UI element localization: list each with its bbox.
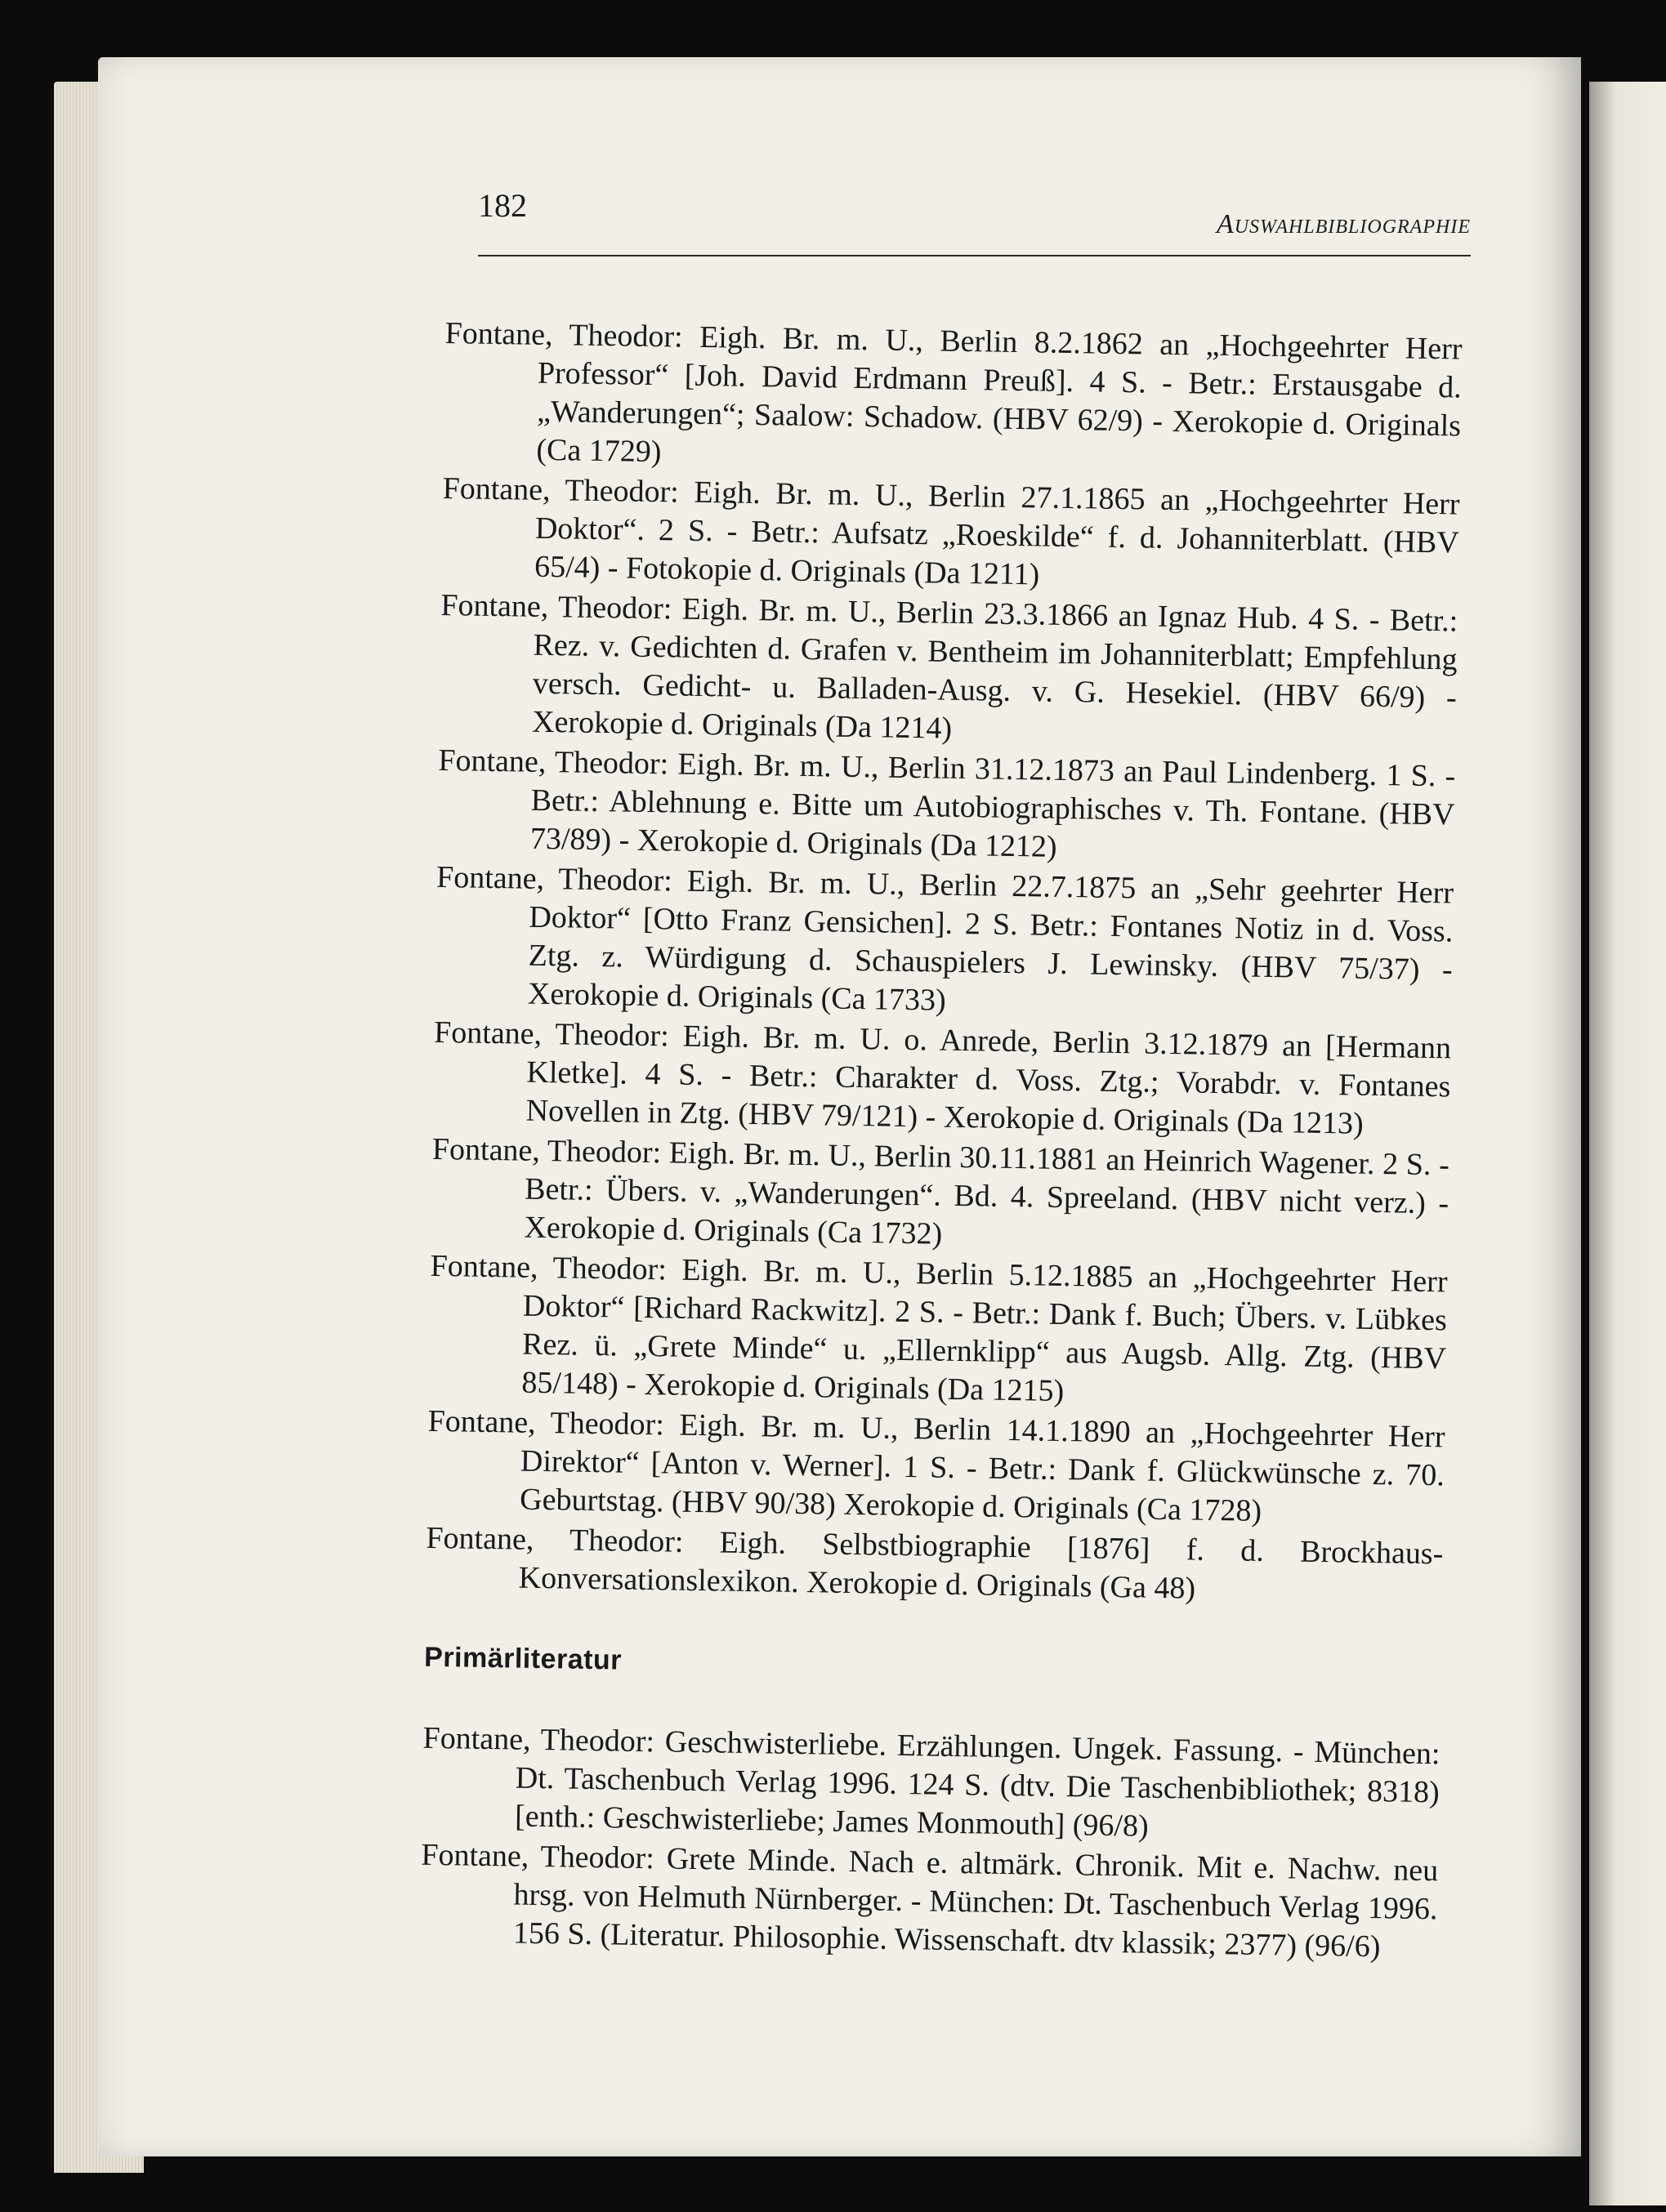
bibliography-entry: Fontane, Theodor: Geschwisterliebe. Erzählungen. Ungek. Fassung. - München: Dt. Taschenbuch Verlag 1996. 124 S. (dtv. Die Taschenbibliothek; 8318) [enth.: Geschwisterliebe; James Monmouth] (96/8) xyxy=(422,1720,1440,1844)
bibliography-entry: Fontane, Theodor: Eigh. Selbstbiographie [1876] f. d. Brockhaus-Konversationslexikon. Xerokopie d. Originals (Ga 48) xyxy=(426,1520,1444,1606)
facing-page-edge xyxy=(1589,82,1666,2205)
bibliography-entry: Fontane, Theodor: Eigh. Br. m. U., Berlin 8.2.1862 an „Hochgeehrter Herr Professor“ [Joh. David Erdmann Preuß]. 4 S. - Betr.: Erstausgabe d. „Wanderungen“; Saalow: Schadow. (HBV 62/9) - Xerokopie d. Originals (Ca 1729) xyxy=(444,315,1463,470)
bibliography-entry: Fontane, Theodor: Eigh. Br. m. U., Berlin 22.7.1875 an „Sehr geehrter Herr Doktor“ [Otto Franz Gensichen]. 2 S. Betr.: Fontanes Notiz in d. Voss. Ztg. z. Würdigung d. Schauspielers J. Lewinsky. (HBV 75/37) - Xerokopie d. Originals (Ca 1733) xyxy=(435,859,1454,1018)
running-head: Auswahlbibliographie xyxy=(1216,209,1471,239)
bibliography-entry: Fontane, Theodor: Eigh. Br. m. U., Berlin 31.12.1873 an Paul Lindenberg. 1 S. - Betr.: Ablehnung e. Bitte um Autobiographisches v. Th. Fontane. (HBV 73/89) - Xerokopie d. Originals (Da 1212) xyxy=(438,743,1456,864)
section-heading: Primärliteratur xyxy=(423,1641,623,1676)
bibliography-entry: Fontane, Theodor: Grete Minde. Nach e. altmärk. Chronik. Mit e. Nachw. neu hrsg. von Helmuth Nürnberger. - München: Dt. Taschenbuch Verlag 1996. 156 S. (Literatur. Philosophie. Wissenschaft. dtv klassik; 2377) (96/6) xyxy=(421,1837,1439,1964)
bibliography-entry: Fontane, Theodor: Eigh. Br. m. U., Berlin 14.1.1890 an „Hochgeehrter Herr Direktor“ [Anton v. Werner]. 1 S. - Betr.: Dank f. Glückwünsche z. 70. Geburtstag. (HBV 90/38) Xerokopie d. Originals (Ca 1728) xyxy=(427,1403,1445,1528)
bibliography-entry: Fontane, Theodor: Eigh. Br. m. U., Berlin 30.11.1881 an Heinrich Wagener. 2 S. - Betr.: Übers. v. „Wanderungen“. Bd. 4. Spreeland. (HBV nicht verz.) - Xerokopie d. Originals (Ca 1732) xyxy=(431,1131,1450,1251)
bibliography-entry: Fontane, Theodor: Eigh. Br. m. U., Berlin 23.3.1866 an Ignaz Hub. 4 S. - Betr.: Rez. v. Gedichten d. Grafen v. Bentheim im Johanniterblatt; Empfehlung versch. Gedicht- u. Balladen-Ausg. v. G. Hesekiel. (HBV 66/9) - Xerokopie d. Originals (Da 1214) xyxy=(440,587,1458,746)
bibliography-entry: Fontane, Theodor: Eigh. Br. m. U., Berlin 5.12.1885 an „Hochgeehrter Herr Doktor“ [Richard Rackwitz]. 2 S. - Betr.: Dank f. Buch; Übers. v. Lübkes Rez. ü. „Grete Minde“ u. „Ellernklipp“ aus Augsb. Allg. Ztg. (HBV 85/148) - Xerokopie d. Originals (Da 1215) xyxy=(430,1248,1448,1409)
page-number: 182 xyxy=(478,187,527,224)
page-header xyxy=(478,181,1471,256)
page-content xyxy=(419,314,1462,1969)
bibliography-entry: Fontane, Theodor: Eigh. Br. m. U. o. Anrede, Berlin 3.12.1879 an [Hermann Kletke]. 4 S. - Betr.: Charakter d. Voss. Ztg.; Vorabdr. v. Fontanes Novellen in Ztg. (HBV 79/121) - Xerokopie d. Originals (Da 1213) xyxy=(433,1015,1452,1141)
bibliography-entry: Fontane, Theodor: Eigh. Br. m. U., Berlin 27.1.1865 an „Hochgeehrter Herr Doktor“. 2 S. - Betr.: Aufsatz „Roeskilde“ f. d. Johanniterblatt. (HBV 65/4) - Fotokopie d. Originals (Da 1211) xyxy=(442,470,1460,592)
